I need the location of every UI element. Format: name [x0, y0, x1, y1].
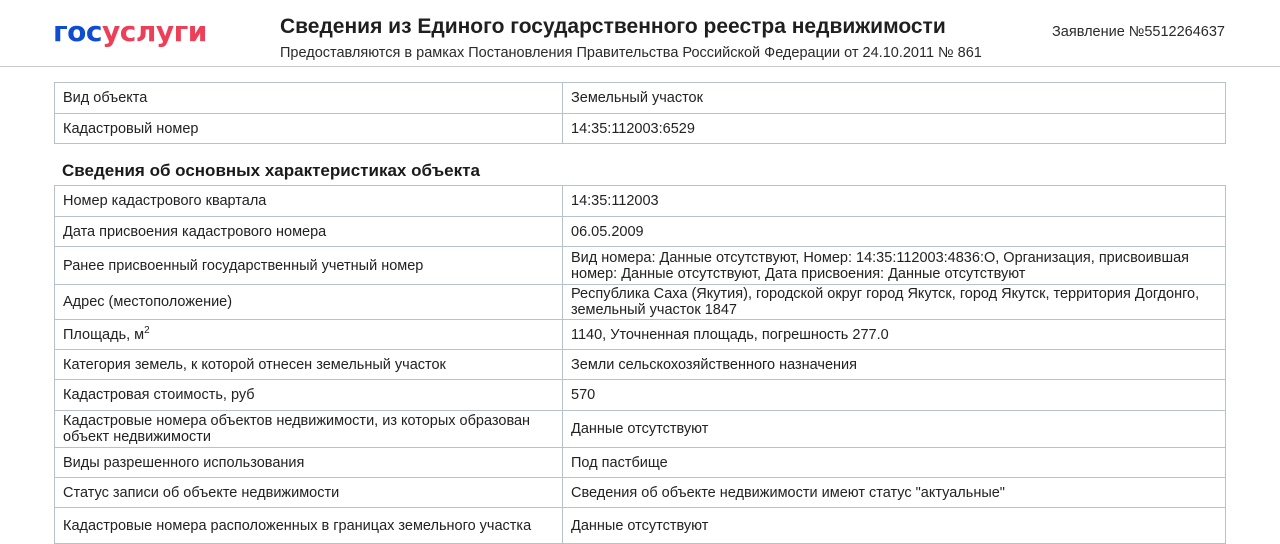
- area-unit-superscript: 2: [144, 324, 150, 336]
- row-value: 1140, Уточненная площадь, погрешность 277.0: [563, 320, 1226, 350]
- area-label-text: Площадь, м: [63, 326, 145, 343]
- row-label: Кадастровые номера объектов недвижимости, из которых образован объект недвижимости: [55, 411, 563, 448]
- row-label: Номер кадастрового квартала: [55, 186, 563, 217]
- table-row: [55, 380, 1226, 411]
- row-value: Вид номера: Данные отсутствуют, Номер: 14:35:112003:4836:О, Организация, присвоившая номер: Данные отсутствуют, Дата присвоения: Данные отсутствуют: [563, 247, 1226, 285]
- document-header: [0, 0, 1280, 67]
- table-row: [55, 186, 1226, 217]
- row-label: Дата присвоения кадастрового номера: [55, 217, 563, 247]
- row-value: Земельный участок: [563, 83, 1226, 114]
- object-info-table: [54, 82, 1226, 144]
- row-label: Категория земель, к которой отнесен земельный участок: [55, 350, 563, 380]
- row-value: Земли сельскохозяйственного назначения: [563, 350, 1226, 380]
- table-row: [55, 320, 1226, 350]
- table-row: [55, 114, 1226, 144]
- table-row: [55, 285, 1226, 320]
- table-row: [55, 83, 1226, 114]
- row-label: Адрес (местоположение): [55, 285, 563, 320]
- row-value: Данные отсутствуют: [563, 411, 1226, 448]
- table-row: [55, 478, 1226, 508]
- row-value: 570: [563, 380, 1226, 411]
- row-value: 14:35:112003: [563, 186, 1226, 217]
- table-row: [55, 350, 1226, 380]
- table-row: [55, 411, 1226, 448]
- gosuslugi-logo[interactable]: [53, 14, 207, 50]
- row-label: Ранее присвоенный государственный учетный номер: [55, 247, 563, 285]
- row-value: Сведения об объекте недвижимости имеют статус "актуальные": [563, 478, 1226, 508]
- row-label: Кадастровые номера расположенных в границах земельного участка: [55, 508, 563, 544]
- row-value: 06.05.2009: [563, 217, 1226, 247]
- row-label: Виды разрешенного использования: [55, 448, 563, 478]
- logo-part-uslugi: услуги: [101, 15, 207, 48]
- row-label-area: [55, 320, 563, 350]
- table-row: [55, 508, 1226, 544]
- document-title: Сведения из Единого государственного реестра недвижимости: [280, 15, 946, 38]
- application-number: Заявление №5512264637: [1052, 24, 1225, 40]
- table-row: [55, 247, 1226, 285]
- row-label: Статус записи об объекте недвижимости: [55, 478, 563, 508]
- characteristics-table: [54, 185, 1226, 544]
- logo-part-gos: гос: [53, 15, 102, 48]
- row-value: Под пастбище: [563, 448, 1226, 478]
- document-subtitle: Предоставляются в рамках Постановления Правительства Российской Федерации от 24.10.2011 № 861: [280, 45, 982, 61]
- table-row: [55, 217, 1226, 247]
- row-value: Данные отсутствуют: [563, 508, 1226, 544]
- row-label: Кадастровая стоимость, руб: [55, 380, 563, 411]
- row-value: 14:35:112003:6529: [563, 114, 1226, 144]
- table-row: [55, 448, 1226, 478]
- row-label: Вид объекта: [55, 83, 563, 114]
- row-label: Кадастровый номер: [55, 114, 563, 144]
- section-title: Сведения об основных характеристиках объекта: [62, 161, 480, 180]
- row-value: Республика Саха (Якутия), городской округ город Якутск, город Якутск, территория Догдонго, земельный участок 1847: [563, 285, 1226, 320]
